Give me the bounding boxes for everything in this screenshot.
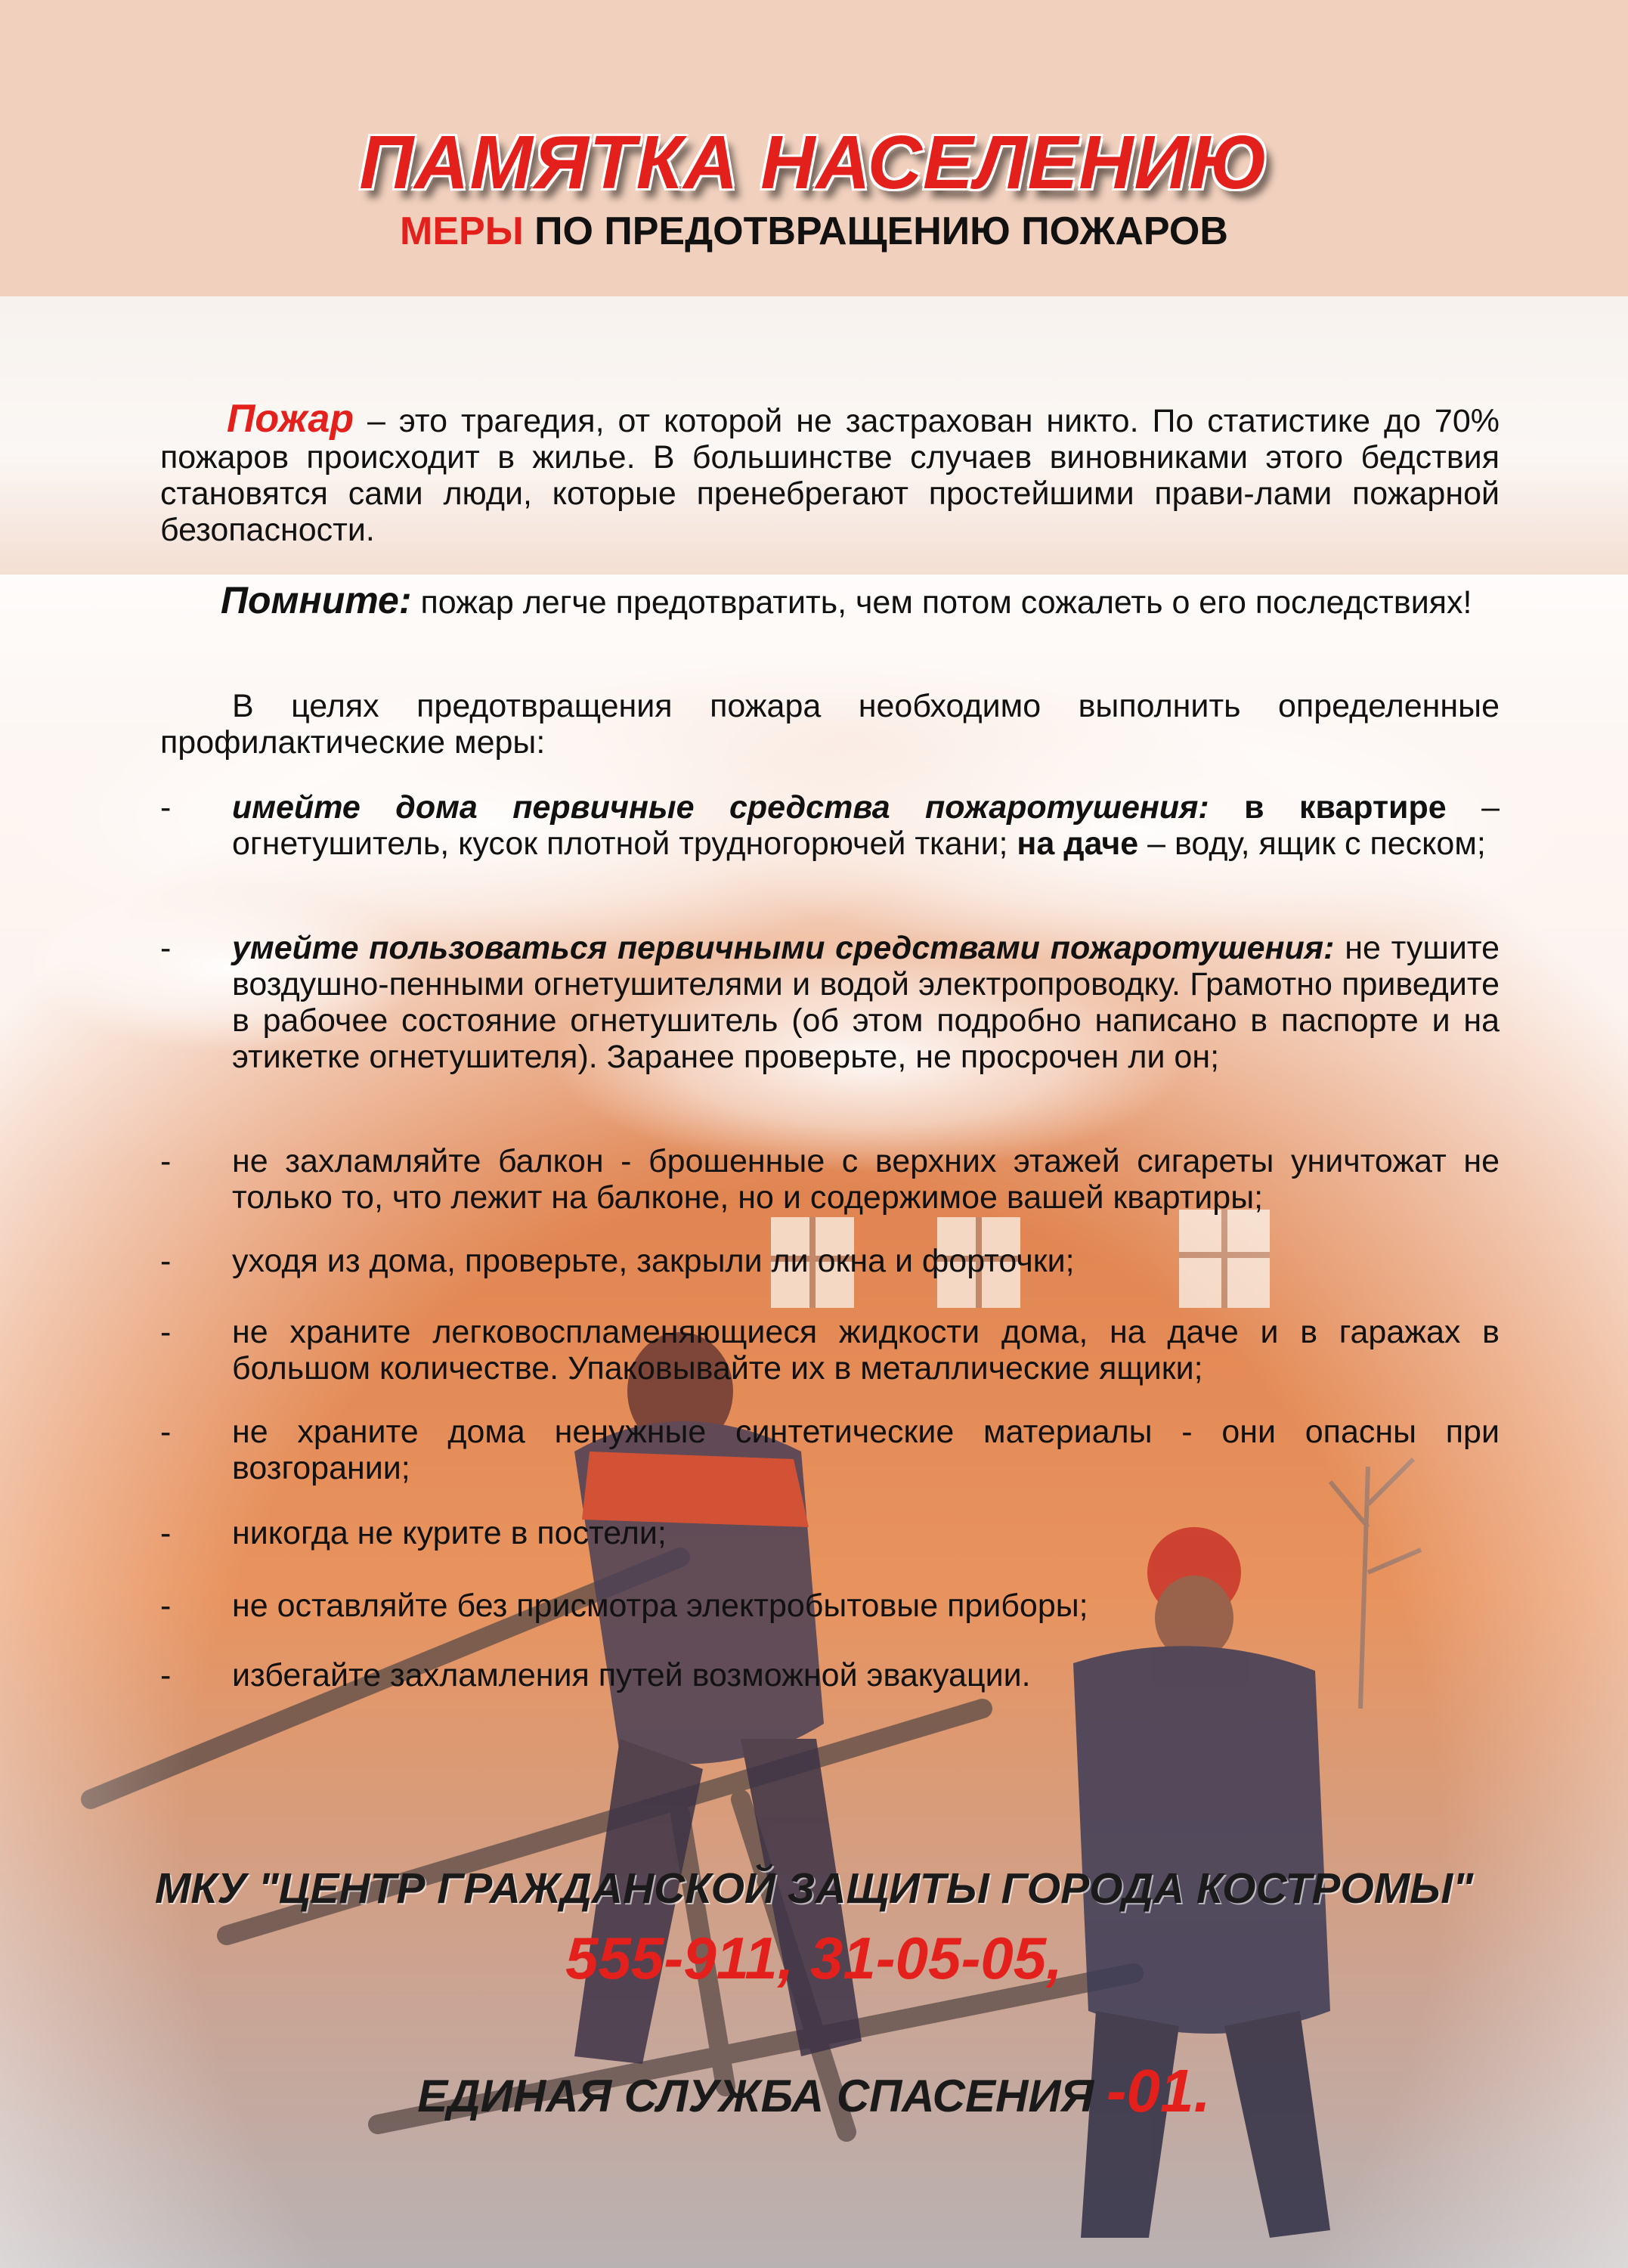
- list-item-rest: не тушите воздушно-пенными огнетушителями и водой электропроводку. Грамотно приведите в рабочее состояние огнетушитель (об этом подробно написано в паспорте и на этикетке огнетушителя). Заранее проверьте, не просрочен ли он;: [232, 930, 1500, 1075]
- list-item-text: никогда не курите в постели;: [232, 1515, 667, 1551]
- list-dash: -: [160, 1414, 172, 1450]
- list-item: [160, 930, 1500, 1075]
- list-item-text: не храните дома ненужные синтетические материалы - они опасны при возгорании;: [232, 1414, 1500, 1486]
- organization-name: МКУ "ЦЕНТР ГРАЖДАНСКОЙ ЗАЩИТЫ ГОРОДА КОСТРОМЫ": [154, 1864, 1474, 1913]
- intro-paragraph-fire: [160, 397, 1500, 548]
- list-item-rest-2: – воду, ящик с песком;: [1138, 826, 1486, 862]
- list-item-emphasis: умейте пользоваться первичными средствами пожаротушения:: [232, 930, 1335, 966]
- intro-paragraph-remember: [160, 579, 1500, 621]
- subtitle-accent: МЕРЫ: [400, 209, 524, 253]
- list-dash: -: [160, 1588, 172, 1624]
- phone-numbers: 555-911, 31-05-05,: [565, 1925, 1063, 1991]
- lead-word-fire: Пожар: [227, 397, 354, 441]
- list-item: [160, 789, 1500, 862]
- list-dash: -: [160, 1515, 172, 1551]
- list-item-text: не оставляйте без присмотра электробытовые приборы;: [232, 1588, 1088, 1624]
- list-item: [160, 1588, 1500, 1624]
- list-dash: -: [160, 1657, 172, 1693]
- poster-title: ПАМЯТКА НАСЕЛЕНИЮ: [359, 120, 1269, 205]
- list-item-bold-apartment: в квартире: [1244, 789, 1447, 826]
- subtitle-rest: ПО ПРЕДОТВРАЩЕНИЮ ПОЖАРОВ: [523, 209, 1228, 253]
- list-item: [160, 1657, 1500, 1693]
- list-item-emphasis: имейте дома первичные средства пожаротушения:: [232, 789, 1209, 826]
- intro-p1-text: – это трагедия, от которой не застрахован никто. По статистике до 70% пожаров происходит в жилье. В большинстве случаев виновниками этого бедствия становятся сами люди, которые пренебрегают простейшими прави-лами пожарной безопасности.: [160, 403, 1500, 548]
- list-item-rest: – огнетушитель, кусок плотной трудногорючей ткани;: [232, 789, 1500, 862]
- list-item: [160, 1414, 1500, 1486]
- list-dash: -: [160, 930, 172, 966]
- list-item: [160, 1314, 1500, 1387]
- poster-subtitle: [0, 209, 1628, 254]
- list-item-text: не храните легковоспламеняющиеся жидкости дома, на даче и в гаражах в большом количестве. Упаковывайте их в металлические ящики;: [232, 1314, 1500, 1387]
- list-item-text: уходя из дома, проверьте, закрыли ли окна и форточки;: [232, 1243, 1075, 1279]
- rescue-service-line: [0, 2056, 1628, 2126]
- list-dash: -: [160, 1143, 172, 1179]
- list-dash: -: [160, 789, 172, 826]
- list-item: [160, 1243, 1500, 1279]
- list-item: [160, 1515, 1500, 1551]
- list-dash: -: [160, 1314, 172, 1350]
- list-item-text: избегайте захламления путей возможной эвакуации.: [232, 1657, 1031, 1693]
- list-item-text: [232, 930, 1500, 1075]
- list-item-bold-dacha: на даче: [1017, 826, 1139, 862]
- rescue-service-label: ЕДИНАЯ СЛУЖБА СПАСЕНИЯ: [417, 2071, 1106, 2121]
- list-item: [160, 1143, 1500, 1216]
- list-dash: -: [160, 1243, 172, 1279]
- rescue-service-number: -01.: [1106, 2057, 1211, 2124]
- intro-p2-text: пожар легче предотвратить, чем потом сожалеть о его последствиях!: [411, 584, 1472, 621]
- list-item-text: [232, 789, 1500, 862]
- list-item-text: не захламляйте балкон - брошенные с верхних этажей сигареты уничтожат не только то, что лежит на балконе, но и содержимое вашей квартиры;: [232, 1143, 1500, 1216]
- lead-word-remember: Помните:: [221, 579, 412, 621]
- list-item-sep: [1209, 789, 1244, 826]
- intro-paragraph-measures: В целях предотвращения пожара необходимо выполнить определенные профилактические меры:: [160, 688, 1500, 761]
